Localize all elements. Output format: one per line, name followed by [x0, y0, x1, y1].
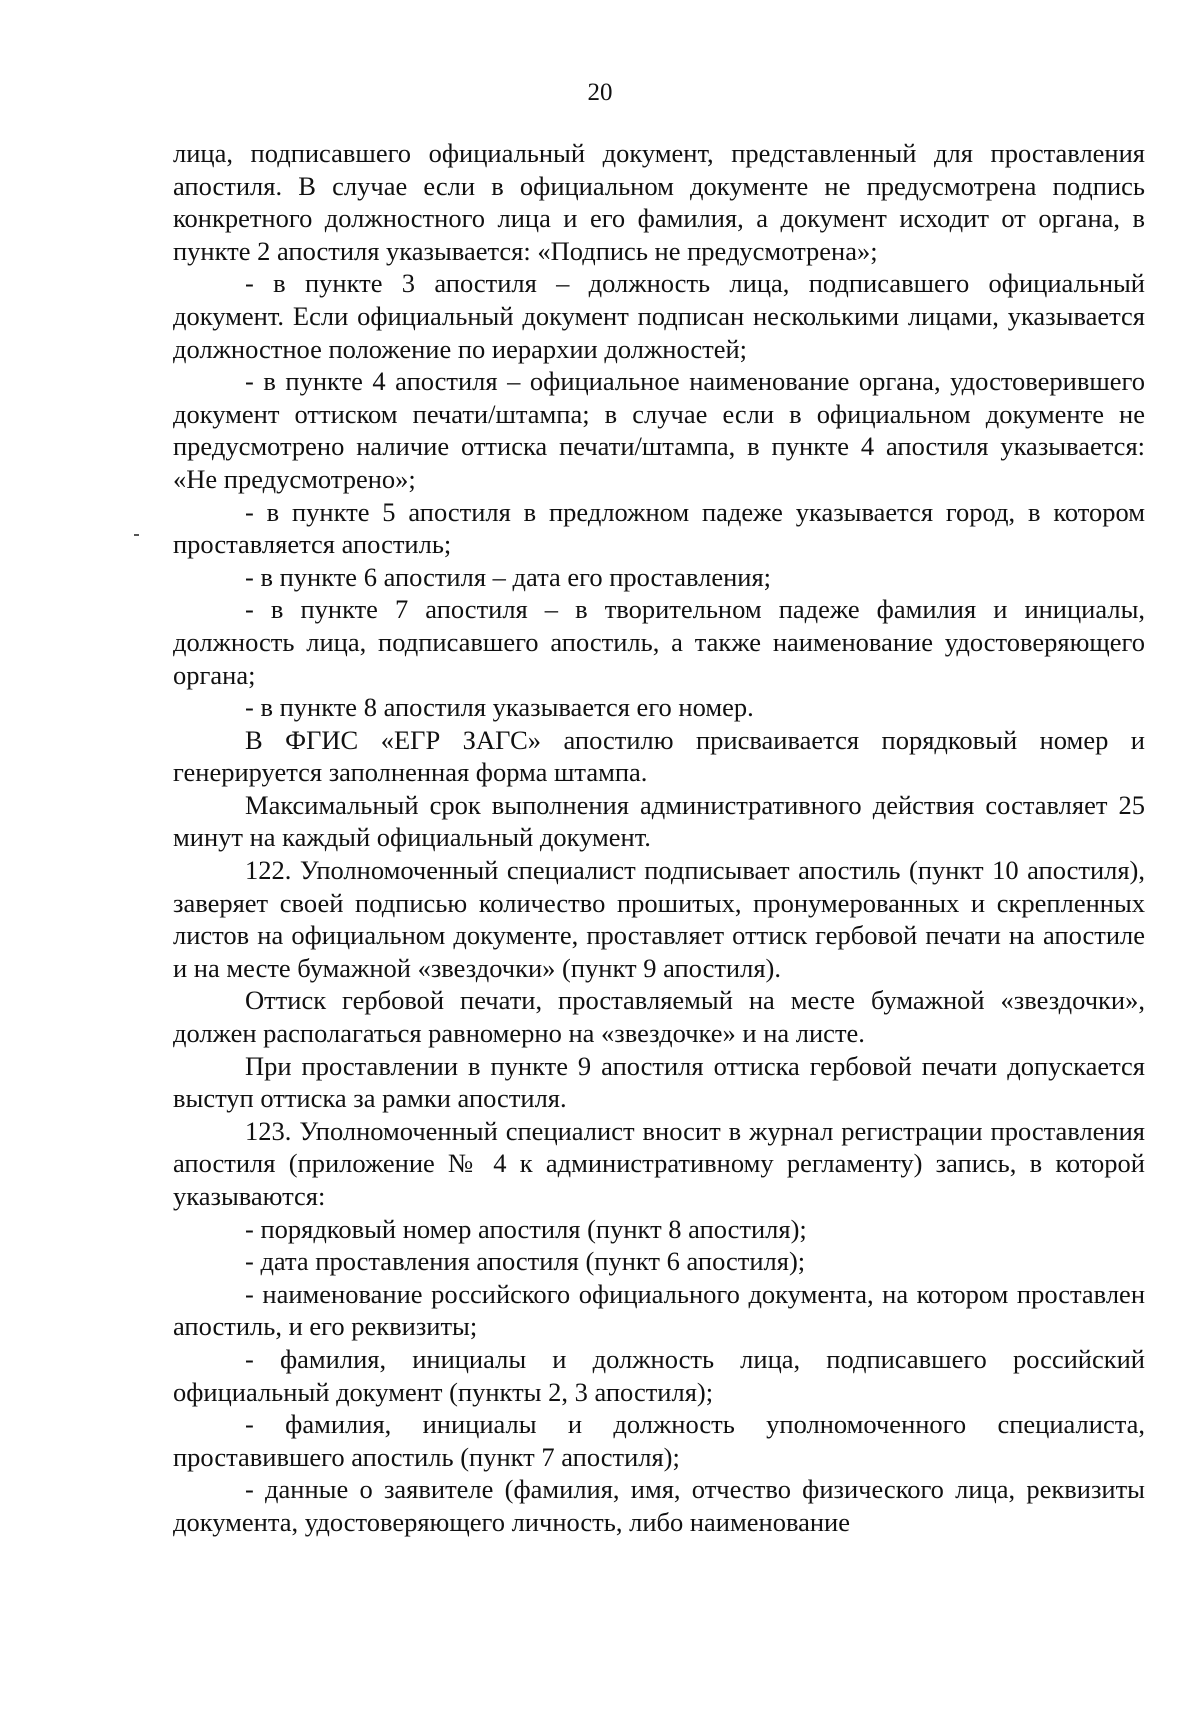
- paragraph-seal-overlap: При проставлении в пункте 9 апостиля оттиска гербовой печати допускается выступ оттиска за рамки апостиля.: [173, 1050, 1145, 1114]
- list-item-point-5: - в пункте 5 апостиля в предложном падеже указывается город, в котором проставляется апостиль;: [173, 496, 1145, 560]
- list-item-serial-number: - порядковый номер апостиля (пункт 8 апостиля);: [245, 1213, 807, 1244]
- list-item-document-name: - наименование российского официального документа, на котором проставлен апостиль, и его реквизиты;: [173, 1278, 1145, 1342]
- list-item-point-7: - в пункте 7 апостиля – в творительном падеже фамилия и инициалы, должность лица, подписавшего апостиль, а также наименование удостоверяющего органа;: [173, 594, 1145, 690]
- paragraph-seal-placement: Оттиск гербовой печати, проставляемый на месте бумажной «звездочки», должен располагаться равномерно на «звездочке» и на листе.: [173, 985, 1145, 1049]
- document-body: [173, 137, 1145, 1539]
- list-item-point-6: - в пункте 6 апостиля – дата его проставления;: [245, 561, 772, 592]
- paragraph-fgis: В ФГИС «ЕГР ЗАГС» апостилю присваивается порядковый номер и генерируется заполненная форма штампа.: [173, 724, 1145, 788]
- list-item-specialist: - фамилия, инициалы и должность уполномоченного специалиста, проставившего апостиль (пункт 7 апостиля);: [173, 1409, 1145, 1472]
- list-item-applicant: - данные о заявителе (фамилия, имя, отчество физического лица, реквизиты документа, удостоверяющего личность, либо наименование: [173, 1474, 1145, 1537]
- page-number: 20: [587, 79, 613, 106]
- list-item-point-3: - в пункте 3 апостиля – должность лица, подписавшего официальный документ. Если официальный документ подписан несколькими лицами, указывается должностное положение по иерархии должностей;: [173, 268, 1145, 364]
- paragraph-continuation: лица, подписавшего официальный документ, представленный для проставления апостиля. В случае если в официальном документе не предусмотрена подпись конкретного должностного лица и его фамилия, а документ исходит от органа, в пункте 2 апостиля указывается: «Подпись не предусмотрена»;: [173, 138, 1145, 266]
- list-item-date: - дата проставления апостиля (пункт 6 апостиля);: [245, 1246, 806, 1277]
- margin-mark: [134, 534, 139, 536]
- list-item-point-8: - в пункте 8 апостиля указывается его номер.: [245, 692, 754, 723]
- paragraph-max-time: Максимальный срок выполнения административного действия составляет 25 минут на каждый официальный документ.: [173, 789, 1145, 853]
- list-item-signer: - фамилия, инициалы и должность лица, подписавшего российский официальный документ (пункты 2, 3 апостиля);: [173, 1343, 1145, 1407]
- clause-122: 122. Уполномоченный специалист подписывает апостиль (пункт 10 апостиля), заверяет своей подписью количество прошитых, пронумерованных и скрепленных листов на официальном документе, проставляет оттиск гербовой печати на апостиле и на месте бумажной «звездочки» (пункт 9 апостиля).: [173, 855, 1145, 983]
- clause-123: 123. Уполномоченный специалист вносит в журнал регистрации проставления апостиля (приложение № 4 к административному регламенту) запись, в которой указываются:: [173, 1115, 1145, 1211]
- list-item-point-4: - в пункте 4 апостиля – официальное наименование органа, удостоверившего документ оттиском печати/штампа; в случае если в официальном документе не предусмотрено наличие оттиска печати/штампа, в пункте 4 апостиля указывается: «Не предусмотрено»;: [173, 366, 1145, 494]
